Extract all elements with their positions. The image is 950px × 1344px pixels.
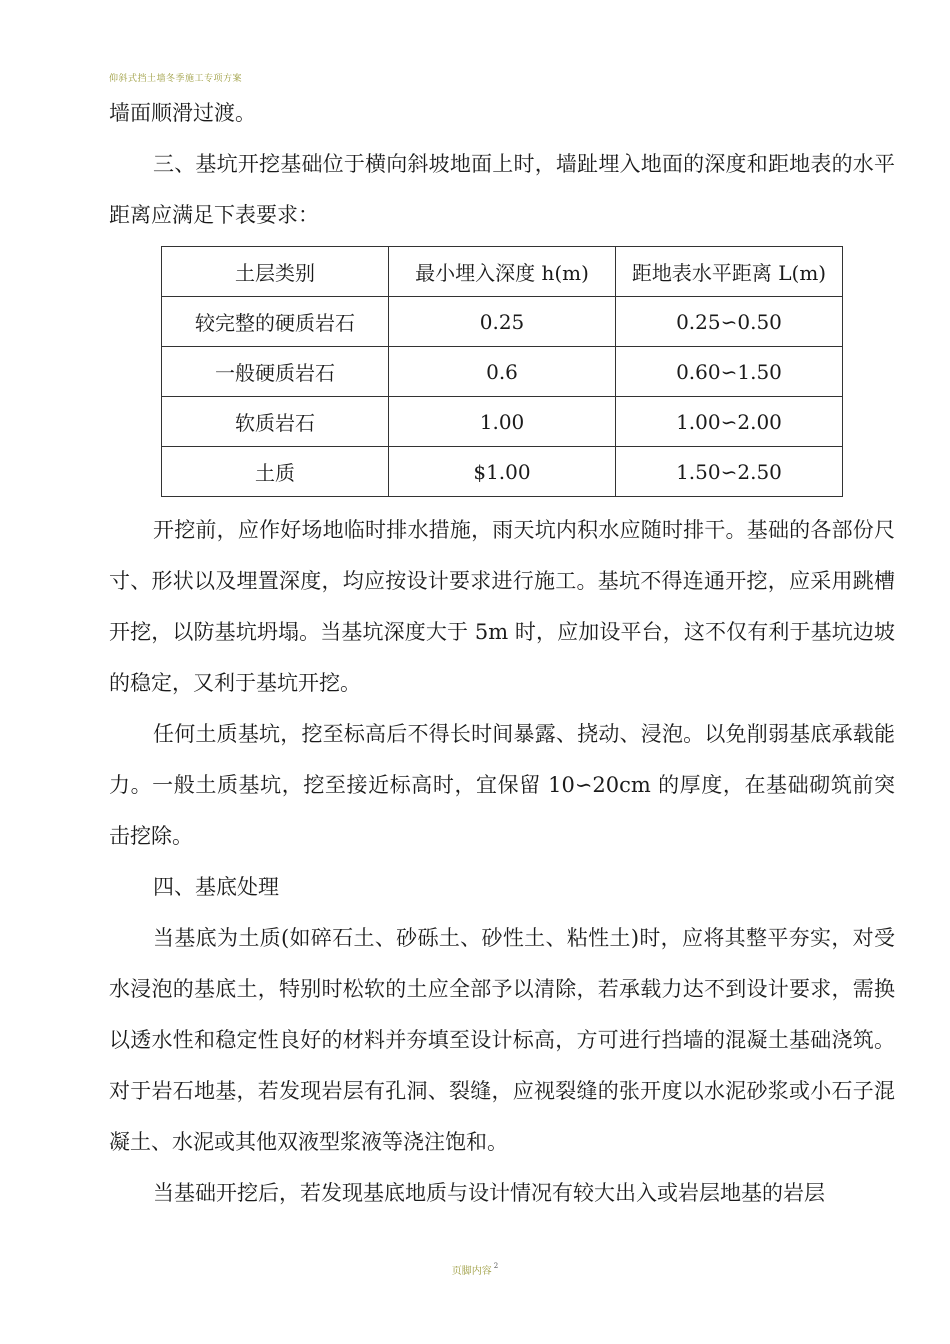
- table-cell: 土质: [162, 447, 389, 497]
- page-footer: [0, 1262, 950, 1277]
- paragraph-continued: 当基础开挖后，若发现基底地质与设计情况有较大出入或岩层地基的岩层: [153, 1181, 825, 1205]
- paragraph-section-3: 三、基坑开挖基础位于横向斜坡地面上时，墙趾埋入地面的深度和距地表的水平距离应满足下表要求：: [109, 152, 895, 227]
- table-row: [162, 447, 843, 497]
- table-cell: 0.25∽0.50: [616, 297, 843, 347]
- table-header-cell: 土层类别: [162, 247, 389, 297]
- table-cell: 0.60∽1.50: [616, 347, 843, 397]
- paragraph-excavation: 开挖前，应作好场地临时排水措施，雨天坑内积水应随时排干。基础的各部份尺寸、形状以及埋置深度，均应按设计要求进行施工。基坑不得连通开挖，应采用跳槽开挖，以防基坑坍塌。当基坑深度大于 5m 时，应加设平台，这不仅有利于基坑边坡的稳定，又利于基坑开挖。: [109, 518, 895, 695]
- table-cell: 0.25: [389, 297, 616, 347]
- table-cell: 软质岩石: [162, 397, 389, 447]
- table-header-row: [162, 247, 843, 297]
- paragraph-continuation: 墙面顺滑过渡。: [109, 101, 256, 125]
- table-cell: 较完整的硬质岩石: [162, 297, 389, 347]
- table-header-cell: 最小埋入深度 h(m): [389, 247, 616, 297]
- paragraph-soil-pit: 任何土质基坑，挖至标高后不得长时间暴露、挠动、浸泡。以免削弱基底承载能力。一般土质基坑，挖至接近标高时，宜保留 10∽20cm 的厚度，在基础砌筑前突击挖除。: [109, 722, 895, 848]
- table-cell: 0.6: [389, 347, 616, 397]
- document-body: [109, 88, 895, 1219]
- table-row: [162, 347, 843, 397]
- table-header-cell: 距地表水平距离 L(m): [616, 247, 843, 297]
- depth-requirements-table: [161, 246, 843, 497]
- table-cell: 1.00: [389, 397, 616, 447]
- table-row: [162, 297, 843, 347]
- table-cell: $1.00: [389, 447, 616, 497]
- table-cell: 1.50∽2.50: [616, 447, 843, 497]
- section-heading-4: 四、基底处理: [153, 875, 279, 899]
- table-row: [162, 397, 843, 447]
- table-cell: 一般硬质岩石: [162, 347, 389, 397]
- paragraph-base-treatment: 当基底为土质(如碎石土、砂砾土、砂性土、粘性土)时，应将其整平夯实，对受水浸泡的基底土，特别时松软的土应全部予以清除，若承载力达不到设计要求，需换以透水性和稳定性良好的材料并夯填至设计标高，方可进行挡墙的混凝土基础浇筑。对于岩石地基，若发现岩层有孔洞、裂缝，应视裂缝的张开度以水泥砂浆或小石子混凝土、水泥或其他双液型浆液等浇注饱和。: [109, 926, 895, 1154]
- footer-text: 页脚内容: [451, 1266, 492, 1277]
- page-number: 2: [493, 1262, 499, 1270]
- table-cell: 1.00∽2.00: [616, 397, 843, 447]
- page-header: 仰斜式挡土墙冬季施工专项方案: [109, 74, 243, 84]
